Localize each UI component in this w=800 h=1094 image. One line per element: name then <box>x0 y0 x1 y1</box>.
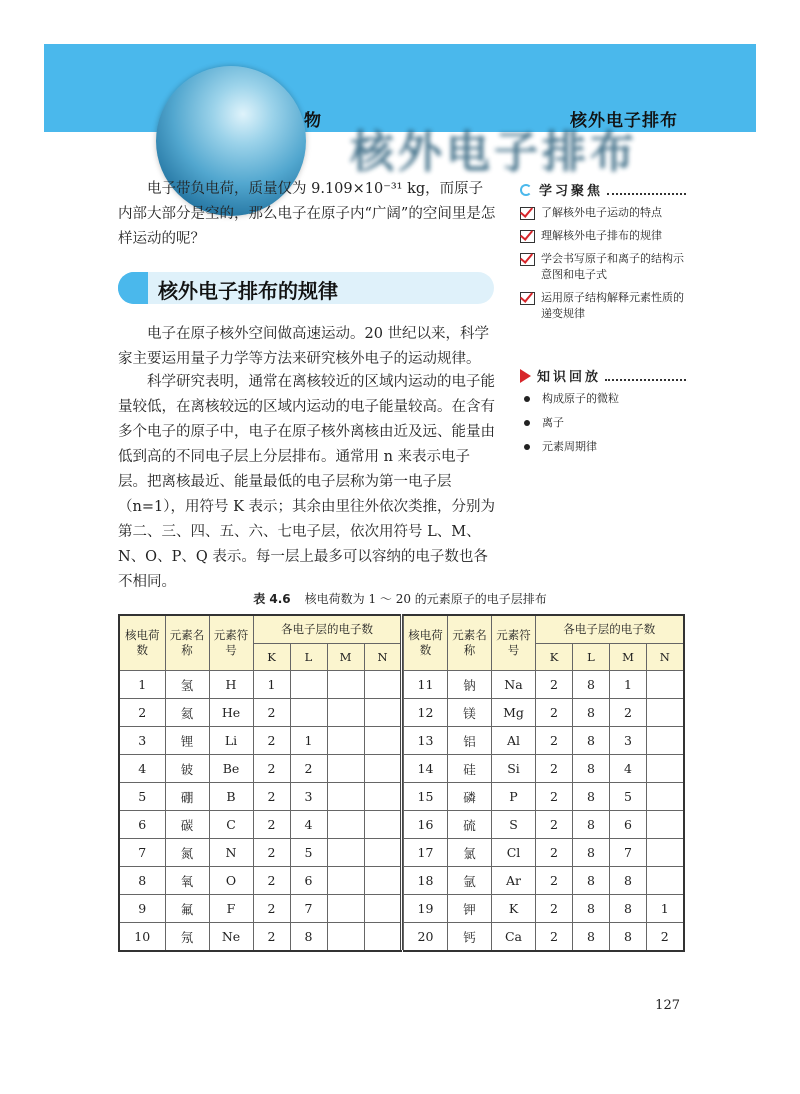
cell-symbol: C <box>209 811 253 839</box>
cell-l: 8 <box>573 671 610 699</box>
cell-m: 8 <box>610 867 647 895</box>
cell-l: 8 <box>573 699 610 727</box>
cell-symbol: F <box>209 895 253 923</box>
table-caption <box>0 590 800 607</box>
cell-n <box>647 755 684 783</box>
cell-name: 氩 <box>448 867 492 895</box>
bullet-icon <box>524 396 530 402</box>
header-shells: 各电子层的电子数 <box>253 615 401 644</box>
table-label: 表 4.6 <box>253 592 291 606</box>
cell-n <box>364 671 401 699</box>
cell-k: 2 <box>536 755 573 783</box>
cell-n <box>364 867 401 895</box>
cell-z: 4 <box>119 755 165 783</box>
header-k: K <box>253 644 290 671</box>
cell-z: 18 <box>404 867 448 895</box>
cell-z: 5 <box>119 783 165 811</box>
dotted-leader <box>607 185 686 195</box>
cell-k: 2 <box>536 895 573 923</box>
banner-blurred-title: 核外电子排布 <box>350 127 638 178</box>
cell-symbol: Ne <box>209 923 253 952</box>
banner-subject: 物 <box>304 111 321 131</box>
cell-l: 8 <box>573 839 610 867</box>
header-name: 元素名称 <box>165 615 209 671</box>
cell-symbol: Ar <box>492 867 536 895</box>
cell-m <box>327 699 364 727</box>
learning-focus-item <box>520 251 686 283</box>
cell-name: 钾 <box>448 895 492 923</box>
knowledge-review-title: 知识回放 <box>537 370 602 385</box>
cell-name: 氦 <box>165 699 209 727</box>
cell-z: 3 <box>119 727 165 755</box>
loop-icon <box>520 184 532 196</box>
cell-z: 1 <box>119 671 165 699</box>
header-symbol: 元素符号 <box>492 615 536 671</box>
table-row <box>119 811 401 839</box>
cell-z: 16 <box>404 811 448 839</box>
cell-symbol: P <box>492 783 536 811</box>
header-name: 元素名称 <box>448 615 492 671</box>
section-heading <box>118 272 494 304</box>
learning-focus-title: 学习聚焦 <box>539 184 604 199</box>
cell-name: 锂 <box>165 727 209 755</box>
cell-l: 3 <box>290 783 327 811</box>
cell-z: 13 <box>404 727 448 755</box>
learning-focus-text: 理解核外电子排布的规律 <box>541 229 662 242</box>
cell-z: 8 <box>119 867 165 895</box>
cell-z: 14 <box>404 755 448 783</box>
cell-z: 9 <box>119 895 165 923</box>
cell-name: 硼 <box>165 783 209 811</box>
knowledge-review-text: 离子 <box>542 416 564 429</box>
cell-k: 2 <box>536 671 573 699</box>
knowledge-review-text: 构成原子的微粒 <box>542 392 619 405</box>
cell-k: 2 <box>536 783 573 811</box>
cell-n <box>364 839 401 867</box>
cell-z: 11 <box>404 671 448 699</box>
knowledge-review-item <box>520 415 686 431</box>
cell-m <box>327 755 364 783</box>
body-paragraph-1: 电子在原子核外空间做高速运动。20 世纪以来，科学家主要运用量子力学等方法来研究核外电子的运动规律。 <box>118 326 490 367</box>
cell-n <box>647 699 684 727</box>
learning-focus-list <box>520 205 686 322</box>
header-k: K <box>536 644 573 671</box>
cell-k: 2 <box>253 839 290 867</box>
table-row <box>404 699 684 727</box>
cell-k: 2 <box>536 867 573 895</box>
cell-symbol: O <box>209 867 253 895</box>
cell-z: 12 <box>404 699 448 727</box>
cell-n <box>647 783 684 811</box>
cell-symbol: Mg <box>492 699 536 727</box>
cell-n <box>647 727 684 755</box>
cell-l: 5 <box>290 839 327 867</box>
table-row <box>404 783 684 811</box>
cell-k: 2 <box>536 727 573 755</box>
cell-l <box>290 671 327 699</box>
header-l: L <box>290 644 327 671</box>
cell-symbol: Si <box>492 755 536 783</box>
cell-name: 铍 <box>165 755 209 783</box>
cell-n <box>647 811 684 839</box>
cell-name: 铝 <box>448 727 492 755</box>
cell-m <box>327 727 364 755</box>
chapter-title: 核外电子排布 <box>570 111 678 131</box>
cell-m: 8 <box>610 895 647 923</box>
cell-name: 氯 <box>448 839 492 867</box>
cell-m <box>327 923 364 952</box>
cell-m <box>327 783 364 811</box>
cell-n <box>647 867 684 895</box>
checkbox-icon <box>520 230 535 243</box>
cell-k: 2 <box>253 895 290 923</box>
table-row <box>119 839 401 867</box>
learning-focus-text: 运用原子结构解释元素性质的递变规律 <box>541 291 684 320</box>
cell-symbol: Ca <box>492 923 536 952</box>
cell-symbol: S <box>492 811 536 839</box>
cell-symbol: Cl <box>492 839 536 867</box>
cell-z: 7 <box>119 839 165 867</box>
cell-name: 氢 <box>165 671 209 699</box>
cell-symbol: Be <box>209 755 253 783</box>
cell-l: 8 <box>573 727 610 755</box>
knowledge-review-item <box>520 439 686 455</box>
checkbox-icon <box>520 253 535 266</box>
cell-name: 氖 <box>165 923 209 952</box>
cell-n <box>647 671 684 699</box>
cell-k: 2 <box>536 811 573 839</box>
cell-l: 4 <box>290 811 327 839</box>
cell-n <box>364 895 401 923</box>
table-row <box>119 867 401 895</box>
intro-paragraph: 电子带负电荷，质量仅为 9.109×10⁻³¹ kg，而原子内部大部分是空的，那么电子在原子内“广阔”的空间里是怎样运动的呢？ <box>118 181 496 247</box>
cell-m: 1 <box>610 671 647 699</box>
cell-m: 6 <box>610 811 647 839</box>
cell-m: 7 <box>610 839 647 867</box>
cell-k: 2 <box>536 699 573 727</box>
table-row <box>119 727 401 755</box>
cell-name: 镁 <box>448 699 492 727</box>
learning-focus-item <box>520 290 686 322</box>
header-m: M <box>610 644 647 671</box>
checkbox-icon <box>520 207 535 220</box>
cell-name: 钙 <box>448 923 492 952</box>
cell-n <box>364 783 401 811</box>
cell-name: 氮 <box>165 839 209 867</box>
header-symbol: 元素符号 <box>209 615 253 671</box>
cell-n <box>364 699 401 727</box>
cell-z: 6 <box>119 811 165 839</box>
cell-l: 8 <box>573 867 610 895</box>
cell-l: 8 <box>290 923 327 952</box>
cell-k: 2 <box>253 923 290 952</box>
cell-k: 1 <box>253 671 290 699</box>
cell-z: 15 <box>404 783 448 811</box>
page-number: 127 <box>655 998 680 1013</box>
table-row <box>404 727 684 755</box>
dotted-leader <box>605 371 686 381</box>
cell-z: 17 <box>404 839 448 867</box>
knowledge-review-header <box>520 366 686 385</box>
cell-symbol: K <box>492 895 536 923</box>
knowledge-review-list <box>520 391 686 455</box>
cell-m: 8 <box>610 923 647 952</box>
cell-z: 10 <box>119 923 165 952</box>
learning-focus-text: 了解核外电子运动的特点 <box>541 206 662 219</box>
cell-l: 8 <box>573 783 610 811</box>
cell-l: 8 <box>573 895 610 923</box>
header-l: L <box>573 644 610 671</box>
table-row <box>119 671 401 699</box>
checkbox-icon <box>520 292 535 305</box>
cell-symbol: Na <box>492 671 536 699</box>
cell-l: 6 <box>290 867 327 895</box>
cell-name: 磷 <box>448 783 492 811</box>
header-m: M <box>327 644 364 671</box>
triangle-icon <box>520 369 531 383</box>
cell-m <box>327 867 364 895</box>
cell-z: 19 <box>404 895 448 923</box>
cell-z: 20 <box>404 923 448 952</box>
cell-m <box>327 839 364 867</box>
cell-name: 氧 <box>165 867 209 895</box>
cell-m <box>327 895 364 923</box>
learning-focus-text: 学会书写原子和离子的结构示意图和电子式 <box>541 252 684 281</box>
cell-l: 8 <box>573 923 610 952</box>
table-row <box>119 699 401 727</box>
cell-m: 4 <box>610 755 647 783</box>
chapter-banner <box>44 44 756 178</box>
knowledge-review-item <box>520 391 686 407</box>
cell-l: 2 <box>290 755 327 783</box>
table-row <box>119 755 401 783</box>
cell-m <box>327 811 364 839</box>
cell-z: 2 <box>119 699 165 727</box>
cell-name: 硫 <box>448 811 492 839</box>
cell-m: 3 <box>610 727 647 755</box>
learning-focus-item <box>520 205 686 221</box>
cell-k: 2 <box>253 783 290 811</box>
cell-l: 8 <box>573 755 610 783</box>
section-title: 核外电子排布的规律 <box>158 279 338 303</box>
table-row <box>404 895 684 923</box>
header-n: N <box>647 644 684 671</box>
cell-l: 8 <box>573 811 610 839</box>
table-row <box>404 867 684 895</box>
cell-symbol: H <box>209 671 253 699</box>
bullet-icon <box>524 420 530 426</box>
table-row <box>119 895 401 923</box>
knowledge-review-text: 元素周期律 <box>542 440 597 453</box>
table-row <box>119 783 401 811</box>
table-row <box>404 839 684 867</box>
cell-n <box>364 755 401 783</box>
cell-k: 2 <box>253 727 290 755</box>
cell-name: 氟 <box>165 895 209 923</box>
cell-n: 2 <box>647 923 684 952</box>
table-caption-text: 核电荷数为 1 ～ 20 的元素原子的电子层排布 <box>304 592 547 606</box>
cell-k: 2 <box>536 839 573 867</box>
element-table-right <box>403 614 685 952</box>
cell-n <box>364 727 401 755</box>
learning-focus-item <box>520 228 686 244</box>
element-table-left <box>118 614 402 952</box>
table-row <box>404 755 684 783</box>
cell-m: 2 <box>610 699 647 727</box>
header-shells: 各电子层的电子数 <box>536 615 684 644</box>
table-row <box>119 923 401 952</box>
cell-n <box>647 839 684 867</box>
cell-k: 2 <box>536 923 573 952</box>
cell-k: 2 <box>253 699 290 727</box>
header-n: N <box>364 644 401 671</box>
cell-l <box>290 699 327 727</box>
table-row <box>404 811 684 839</box>
cell-k: 2 <box>253 867 290 895</box>
knowledge-review-box <box>520 366 686 463</box>
learning-focus-box <box>520 180 686 329</box>
header-z: 核电荷数 <box>404 615 448 671</box>
cell-m <box>327 671 364 699</box>
cell-symbol: B <box>209 783 253 811</box>
cell-n: 1 <box>647 895 684 923</box>
cell-name: 碳 <box>165 811 209 839</box>
table-row <box>404 923 684 952</box>
cell-m: 5 <box>610 783 647 811</box>
section-tab <box>118 272 148 304</box>
cell-l: 7 <box>290 895 327 923</box>
cell-name: 钠 <box>448 671 492 699</box>
cell-symbol: N <box>209 839 253 867</box>
cell-symbol: He <box>209 699 253 727</box>
cell-symbol: Al <box>492 727 536 755</box>
cell-l: 1 <box>290 727 327 755</box>
header-z: 核电荷数 <box>119 615 165 671</box>
table-row <box>404 671 684 699</box>
learning-focus-header <box>520 180 686 199</box>
cell-symbol: Li <box>209 727 253 755</box>
cell-n <box>364 923 401 952</box>
cell-n <box>364 811 401 839</box>
cell-k: 2 <box>253 811 290 839</box>
cell-name: 硅 <box>448 755 492 783</box>
body-paragraph-2: 科学研究表明，通常在离核较近的区域内运动的电子能量较低，在离核较远的区域内运动的电子能量较高。在含有多个电子的原子中，电子在原子核外离核由近及远、能量由低到高的不同电子层上分层排布。通常用 n 来表示电子层。把离核最近、能量最低的电子层称为第一电子层（n=1），用符号 K 表示；其余由里往外依次类推，分别为第二、三、四、五、六、七电子层，依次用符号 L、M、N、O、P、Q 表示。每一层上最多可以容纳的电子数也各不相同。 <box>118 374 496 590</box>
bullet-icon <box>524 444 530 450</box>
cell-k: 2 <box>253 755 290 783</box>
